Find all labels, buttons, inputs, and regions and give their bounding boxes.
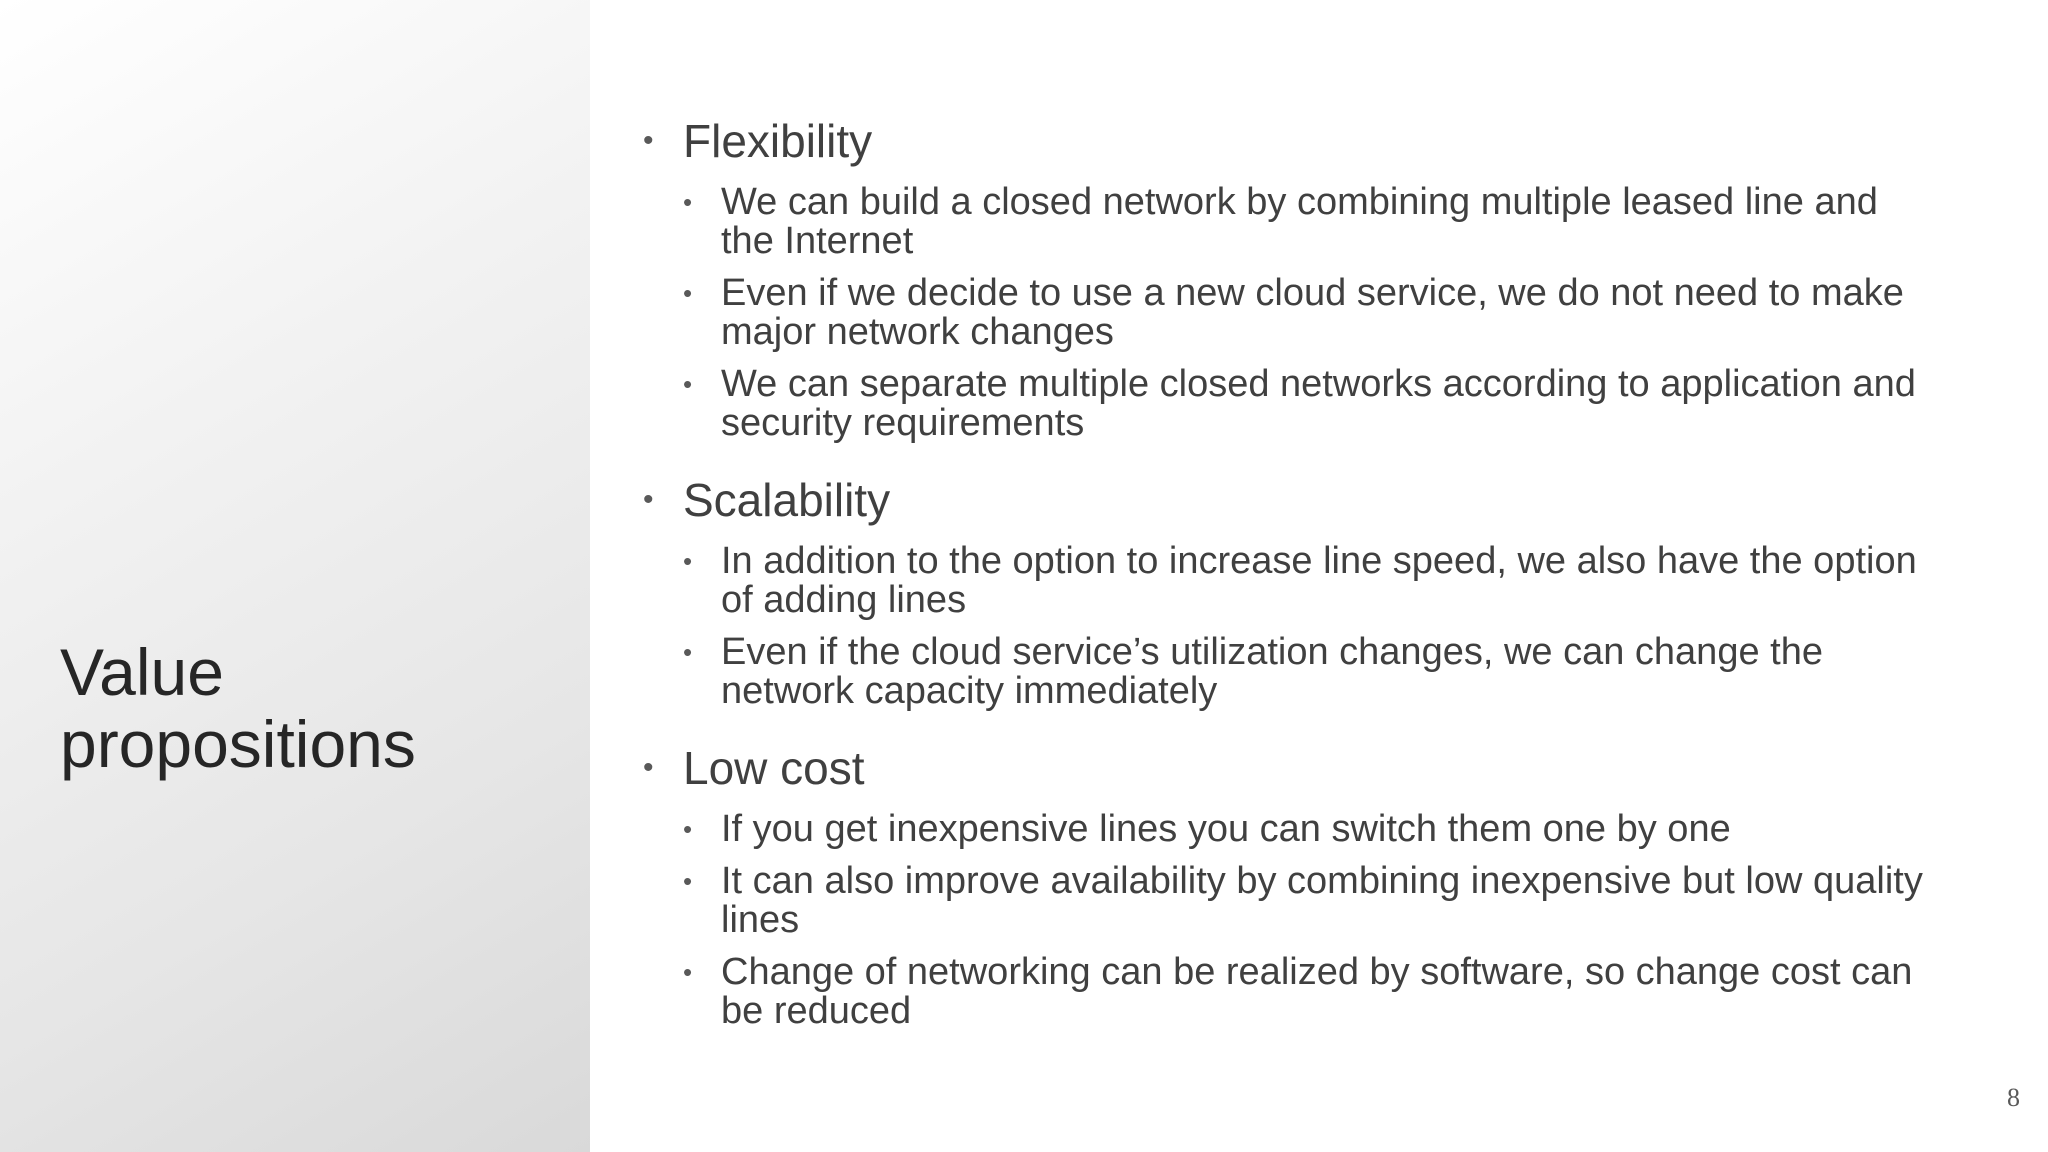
section-heading [640,471,1940,529]
list-item [640,274,1940,352]
list-item-text: Even if the cloud service’s utilization changes, we can change the network capacity immediately [721,631,1823,712]
section-scalability [640,471,1940,711]
section-heading [640,739,1940,797]
section-heading-text: Low cost [683,742,865,794]
section-low-cost [640,739,1940,1031]
section-heading [640,112,1940,170]
bullet-icon: • [683,369,693,399]
list-item-text: If you get inexpensive lines you can switch them one by one [721,808,1731,850]
slide-title: Value propositions [60,635,416,781]
list-item-text: In addition to the option to increase line speed, we also have the option of adding lines [721,540,1917,621]
bullet-icon: • [643,751,654,784]
title-panel [0,0,590,1152]
list-item [640,810,1940,849]
list-item [640,862,1940,940]
section-heading-text: Flexibility [683,115,873,167]
list-item [640,542,1940,620]
bullet-icon: • [683,814,693,844]
bullet-icon: • [683,546,693,576]
list-item [640,183,1940,261]
list-item-text: We can separate multiple closed networks according to application and security requirements [721,363,1916,444]
list-item-text: We can build a closed network by combining multiple leased line and the Internet [721,181,1878,262]
bullet-icon: • [643,124,654,157]
list-item [640,953,1940,1031]
bullet-icon: • [683,866,693,896]
section-heading-text: Scalability [683,474,891,526]
list-item [640,365,1940,443]
bullet-icon: • [643,483,654,516]
bullet-list [640,112,1940,1059]
bullet-icon: • [683,957,693,987]
bullet-icon: • [683,637,693,667]
list-item-text: Even if we decide to use a new cloud service, we do not need to make major network changes [721,272,1904,353]
bullet-icon: • [683,278,693,308]
page-number: 8 [2007,1083,2020,1112]
section-flexibility [640,112,1940,443]
list-item-text: Change of networking can be realized by software, so change cost can be reduced [721,951,1913,1032]
list-item [640,633,1940,711]
bullet-icon: • [683,187,693,217]
list-item-text: It can also improve availability by combining inexpensive but low quality lines [721,860,1923,941]
